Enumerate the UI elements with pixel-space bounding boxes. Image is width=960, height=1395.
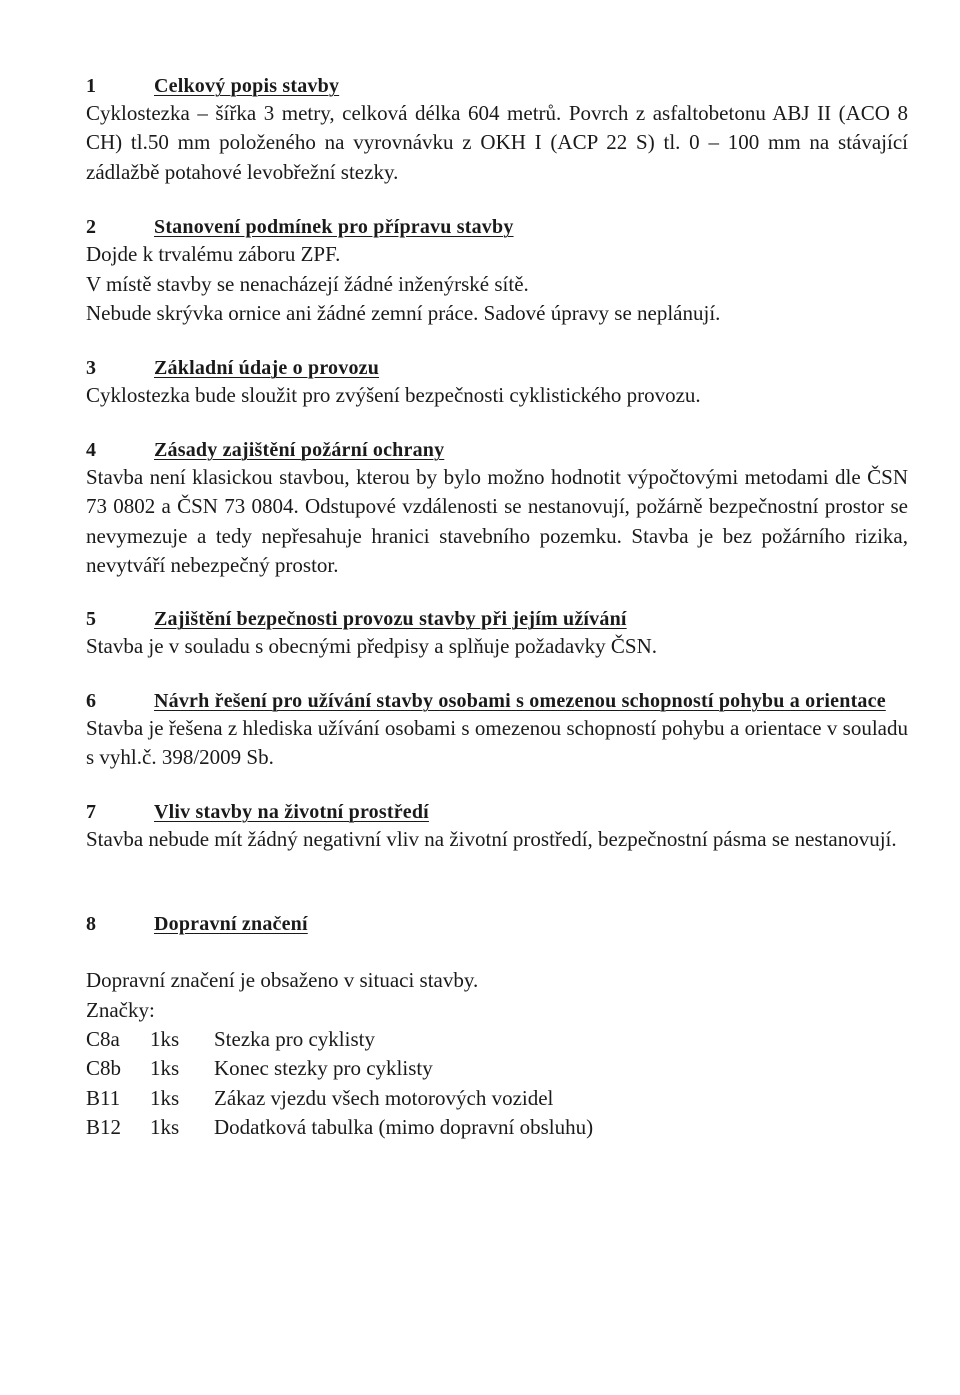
section-heading: [86, 799, 908, 825]
section-paragraph: Stavba nebude mít žádný negativní vliv na životní prostředí, bezpečnostní pásma se nestanovují.: [86, 826, 897, 851]
section-6: [86, 688, 908, 773]
section-paragraph: Cyklostezka bude sloužit pro zvýšení bezpečnosti cyklistického provozu.: [86, 383, 701, 408]
section-number: 3: [86, 357, 97, 380]
sign-quantity: 1ks: [150, 1056, 180, 1081]
sign-code: B11: [86, 1085, 121, 1110]
sign-code: C8b: [86, 1056, 122, 1081]
section-1: [86, 73, 908, 187]
section-heading: [86, 911, 908, 937]
section-number: 2: [86, 216, 97, 239]
sign-quantity: 1ks: [150, 1115, 180, 1140]
section-number: 1: [86, 75, 97, 97]
section-title: Vliv stavby na životní prostředí: [154, 800, 429, 823]
table-row: [86, 1113, 706, 1142]
section-paragraph: Stavba není klasickou stavbou, kterou by bylo možno hodnotit výpočtovými metodami dle ČSN 73 0802 a ČSN 73 0804. Odstupové vzdálenosti se nestanovují, požárně bezpečnostní prostor se nevymezuje a tedy nepřesahuje hranici stavebního pozemku. Stavba je bez požárního rizika, nevytváří nebezpečný prostor.: [86, 464, 908, 578]
section-heading: [86, 606, 908, 632]
section-number: 7: [86, 800, 97, 823]
section-paragraph: Nebude skrývka ornice ani žádné zemní práce. Sadové úpravy se neplánují.: [86, 301, 721, 326]
section-number: 6: [86, 689, 97, 712]
sign-code: B12: [86, 1115, 122, 1140]
section-heading: [86, 73, 908, 99]
section-number: 8: [86, 913, 97, 936]
section-title: Návrh řešení pro užívání stavby osobami s omezenou schopností pohybu a orientace: [154, 689, 886, 712]
table-row: [86, 1084, 706, 1113]
section-heading: [86, 355, 908, 381]
sign-description: Konec stezky pro cyklisty: [214, 1056, 433, 1081]
sign-description: Dodatková tabulka (mimo dopravní obsluhu): [214, 1115, 594, 1140]
table-row: [86, 1025, 706, 1054]
table-row: [86, 1054, 706, 1083]
sign-description: Stezka pro cyklisty: [214, 1026, 375, 1051]
sign-quantity: 1ks: [150, 1026, 180, 1051]
section-3: [86, 355, 908, 410]
section-heading: [86, 214, 908, 240]
section-title: Dopravní značení: [154, 913, 308, 936]
section-number: 5: [86, 608, 97, 631]
section-8: [86, 911, 908, 1142]
section-paragraph: Stavba je v souladu s obecnými předpisy a splňuje požadavky ČSN.: [86, 634, 657, 659]
section-2: [86, 214, 908, 328]
sign-quantity: 1ks: [150, 1085, 180, 1110]
section-heading: [86, 437, 908, 463]
section-title: Základní údaje o provozu: [154, 357, 380, 380]
document-page: [86, 73, 908, 1143]
section-7: [86, 799, 908, 854]
section-heading: [86, 688, 908, 714]
section-title: Stanovení podmínek pro přípravu stavby: [154, 216, 514, 239]
section-title: Celkový popis stavby: [154, 75, 340, 97]
section-paragraph: Stavba je řešena z hlediska užívání osobami s omezenou schopností pohybu a orientace v souladu s vyhl.č. 398/2009 Sb.: [86, 715, 908, 770]
section-paragraph: Cyklostezka – šířka 3 metry, celková délka 604 metrů. Povrch z asfaltobetonu ABJ II (ACO 8 CH) tl.50 mm položeného na vyrovnávku z OKH I (ACP 22 S) tl. 0 – 100 mm na stávající zádlažbě potahové levobřežní stezky.: [86, 101, 908, 184]
section-title: Zásady zajištění požární ochrany: [154, 438, 445, 461]
section-paragraph: V místě stavby se nenacházejí žádné inženýrské sítě.: [86, 271, 529, 296]
section-paragraph: Dopravní značení je obsaženo v situaci stavby.: [86, 968, 479, 993]
section-title: Zajištění bezpečnosti provozu stavby při jejím užívání: [154, 608, 627, 631]
section-paragraph: Značky:: [86, 997, 155, 1022]
section-4: [86, 437, 908, 581]
traffic-signs-table: [86, 1025, 706, 1143]
sign-description: Zákaz vjezdu všech motorových vozidel: [214, 1085, 554, 1110]
sign-code: C8a: [86, 1026, 120, 1051]
section-number: 4: [86, 438, 97, 461]
section-paragraph: Dojde k trvalému záboru ZPF.: [86, 242, 341, 267]
section-5: [86, 606, 908, 661]
